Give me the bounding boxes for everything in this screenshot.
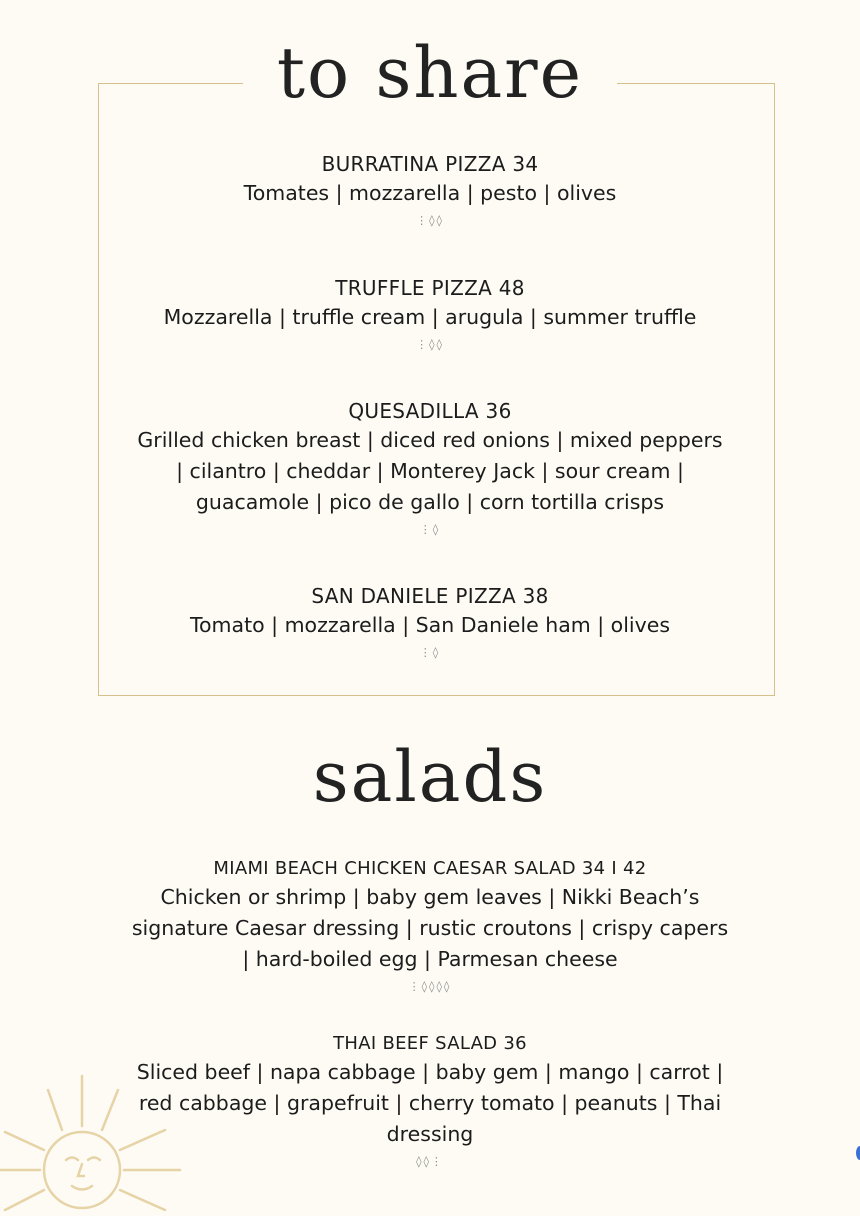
section-title-to-share <box>0 32 860 114</box>
item-description: Tomato | mozzarella | San Daniele ham | olives <box>189 613 671 637</box>
item-description: Sliced beef | napa cabbage | baby gem | mango | carrot | red cabbage | grapefruit | cherry tomato | peanuts | Thai dressing <box>136 1060 724 1146</box>
menu-item-caesar-salad <box>0 856 860 996</box>
item-description: Mozzarella | truffle cream | arugula | summer truffle <box>163 305 697 329</box>
section-title-text: to share <box>243 32 617 114</box>
allergen-icons: ⋮◊◊◊◊ <box>408 980 452 993</box>
section-title-salads <box>0 736 860 818</box>
item-name: BURRATINA PIZZA 34 <box>321 152 539 176</box>
allergen-icons: ◊◊⋮ <box>416 1155 444 1168</box>
allergen-icons: ⋮◊ <box>419 523 441 536</box>
menu-item-san-daniele <box>0 582 860 662</box>
item-name: QUESADILLA 36 <box>348 399 512 423</box>
allergen-icons: ⋮◊◊ <box>416 338 444 351</box>
item-name: TRUFFLE PIZZA 48 <box>335 276 525 300</box>
allergen-icons: ⋮◊ <box>419 646 441 659</box>
item-name: SAN DANIELE PIZZA 38 <box>311 584 549 608</box>
menu-item-quesadilla <box>0 397 860 539</box>
item-name: MIAMI BEACH CHICKEN CAESAR SALAD 34 I 42 <box>213 858 647 879</box>
allergen-icons: ⋮◊◊ <box>416 214 444 227</box>
section-title-text: salads <box>312 736 548 818</box>
menu-item-truffle-pizza <box>0 274 860 354</box>
sun-illustration-icon <box>0 1070 190 1216</box>
item-name: THAI BEEF SALAD 36 <box>333 1033 527 1054</box>
menu-item-burratina <box>0 150 860 230</box>
item-description: Tomates | mozzarella | pesto | olives <box>243 181 617 205</box>
item-description: Grilled chicken breast | diced red onions | mixed peppers | cilantro | cheddar | Monterey Jack | sour cream | guacamole | pico de gallo | corn tortilla crisps <box>137 428 723 514</box>
scroll-indicator[interactable] <box>856 1146 860 1160</box>
item-description: Chicken or shrimp | baby gem leaves | Nikki Beach’s signature Caesar dressing | rustic croutons | crispy capers | hard-boiled egg | Parmesan cheese <box>131 885 729 971</box>
